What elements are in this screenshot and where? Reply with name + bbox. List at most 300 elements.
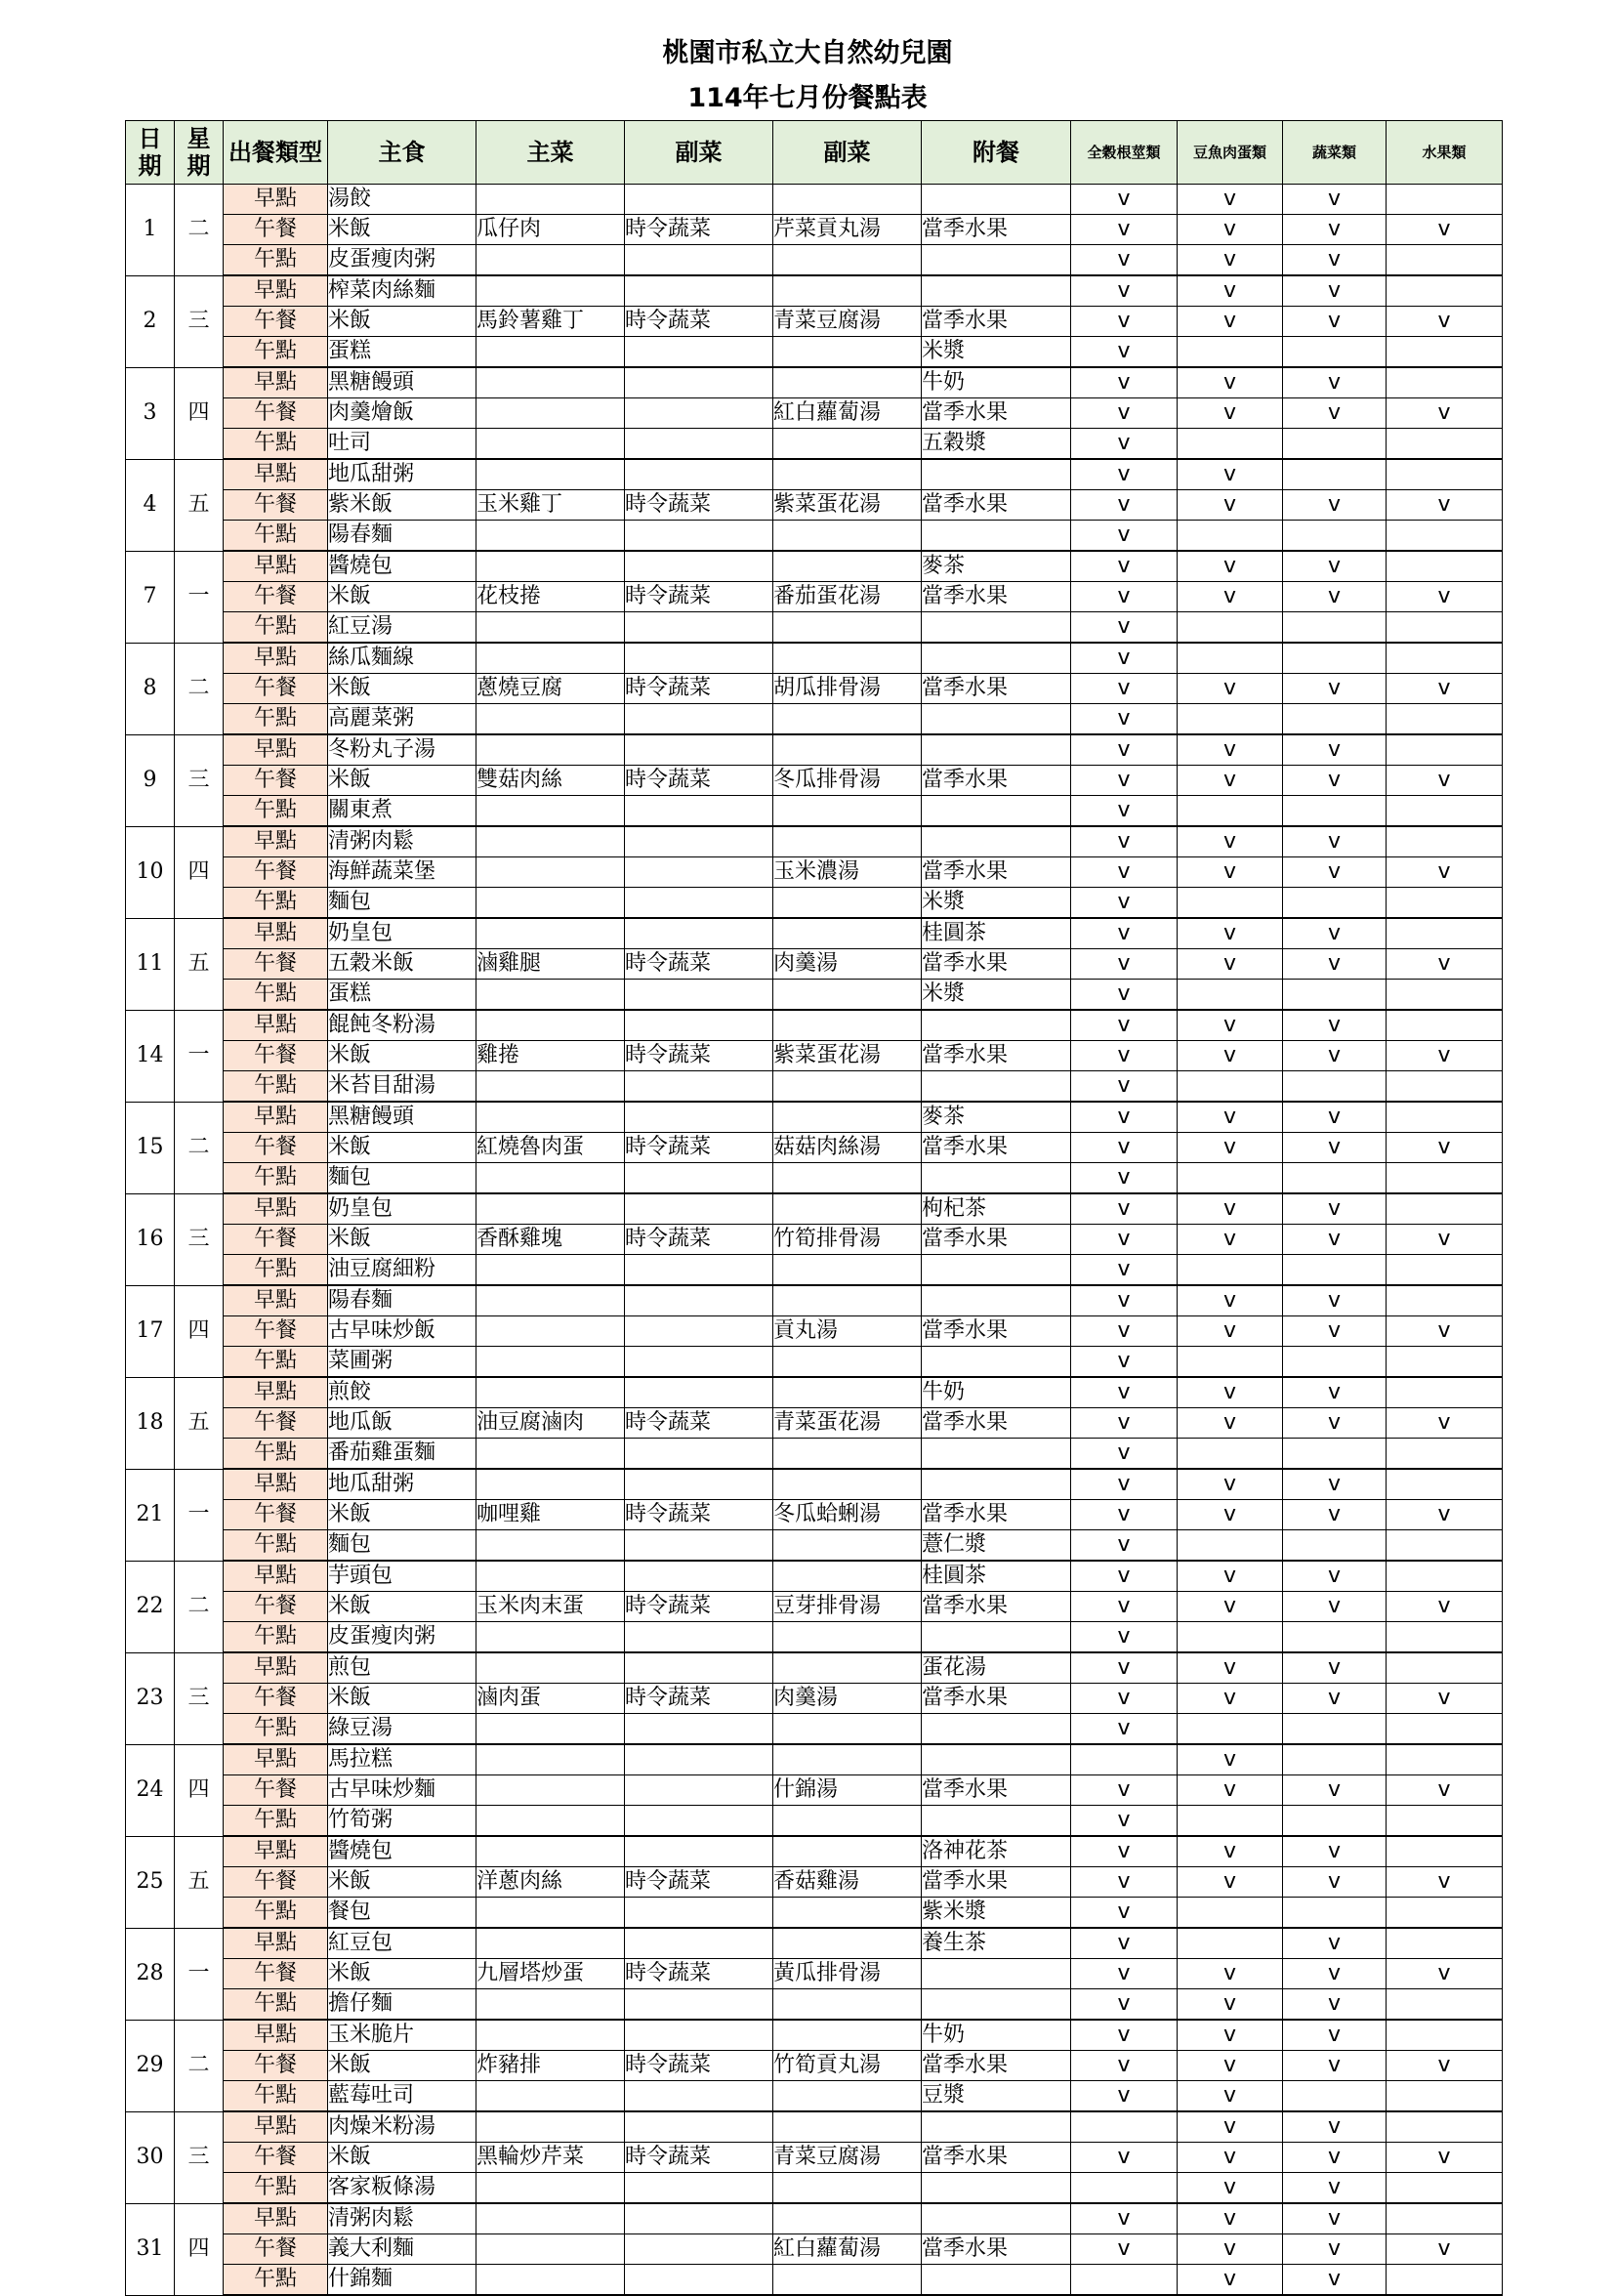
table-row	[126, 918, 1503, 949]
main-dish-cell	[476, 1439, 625, 1470]
main-dish-cell	[476, 429, 625, 460]
date-cell: 28	[126, 1928, 175, 2020]
vegetable-check-cell: v	[1283, 1377, 1387, 1408]
grain-check-cell: v	[1071, 1714, 1178, 1745]
fruit-check-cell: v	[1387, 674, 1503, 704]
fruit-check-cell	[1387, 1622, 1503, 1653]
meal-type-cell: 午點	[224, 980, 328, 1011]
main-dish-cell	[476, 1652, 625, 1684]
main-dish-cell: 咖哩雞	[476, 1500, 625, 1530]
meal-type-cell: 午點	[224, 1898, 328, 1929]
table-row	[126, 704, 1503, 735]
table-row	[126, 1133, 1503, 1163]
protein-check-cell: v	[1178, 2111, 1283, 2143]
extra-cell: 牛奶	[922, 367, 1071, 398]
staple-cell: 竹筍粥	[328, 1806, 476, 1837]
header-weekday: 星 期	[175, 121, 224, 185]
side-dish-1-cell: 時令蔬菜	[625, 1408, 773, 1439]
staple-cell: 客家粄條湯	[328, 2173, 476, 2204]
protein-check-cell: v	[1178, 2081, 1283, 2112]
weekday-cell: 一	[175, 1469, 224, 1561]
side-dish-2-cell	[773, 1193, 922, 1225]
weekday-cell: 二	[175, 643, 224, 734]
header-vegetable: 蔬菜類	[1283, 121, 1387, 185]
weekday-cell: 三	[175, 275, 224, 367]
grain-check-cell: v	[1071, 1806, 1178, 1837]
side-dish-2-cell: 菇菇肉絲湯	[773, 1133, 922, 1163]
staple-cell: 五穀米飯	[328, 949, 476, 980]
weekday-cell: 五	[175, 459, 224, 551]
grain-check-cell: v	[1071, 1225, 1178, 1255]
table-row	[126, 1989, 1503, 2021]
protein-check-cell: v	[1178, 459, 1283, 490]
staple-cell: 馬拉糕	[328, 1744, 476, 1775]
meal-type-cell: 早點	[224, 1010, 328, 1041]
date-cell: 29	[126, 2020, 175, 2111]
side-dish-2-cell: 番茄蛋花湯	[773, 582, 922, 612]
main-dish-cell	[476, 704, 625, 735]
side-dish-1-cell	[625, 1744, 773, 1775]
extra-cell: 當季水果	[922, 2051, 1071, 2081]
vegetable-check-cell	[1283, 1622, 1387, 1653]
date-cell: 24	[126, 1744, 175, 1836]
fruit-check-cell: v	[1387, 2143, 1503, 2173]
meal-type-cell: 早點	[224, 2111, 328, 2143]
fruit-check-cell	[1387, 1714, 1503, 1745]
table-row	[126, 980, 1503, 1011]
extra-cell	[922, 245, 1071, 276]
protein-check-cell: v	[1178, 1561, 1283, 1592]
side-dish-1-cell	[625, 1193, 773, 1225]
meal-type-cell: 午餐	[224, 2051, 328, 2081]
table-row	[126, 398, 1503, 429]
protein-check-cell	[1178, 521, 1283, 552]
side-dish-1-cell: 時令蔬菜	[625, 766, 773, 796]
extra-cell: 當季水果	[922, 1408, 1071, 1439]
vegetable-check-cell: v	[1283, 2143, 1387, 2173]
grain-check-cell: v	[1071, 1347, 1178, 1378]
fruit-check-cell	[1387, 2265, 1503, 2296]
vegetable-check-cell	[1283, 704, 1387, 735]
table-row	[126, 1010, 1503, 1041]
table-row	[126, 1163, 1503, 1194]
protein-check-cell: v	[1178, 734, 1283, 766]
protein-check-cell: v	[1178, 1041, 1283, 1071]
side-dish-1-cell	[625, 2203, 773, 2234]
main-dish-cell	[476, 1714, 625, 1745]
table-row	[126, 1928, 1503, 1959]
vegetable-check-cell: v	[1283, 2111, 1387, 2143]
grain-check-cell: v	[1071, 215, 1178, 245]
extra-cell	[922, 643, 1071, 674]
main-dish-cell	[476, 1806, 625, 1837]
staple-cell: 皮蛋瘦肉粥	[328, 1622, 476, 1653]
staple-cell: 米飯	[328, 1959, 476, 1989]
staple-cell: 米飯	[328, 1500, 476, 1530]
vegetable-check-cell: v	[1283, 582, 1387, 612]
fruit-check-cell	[1387, 1347, 1503, 1378]
grain-check-cell: v	[1071, 245, 1178, 276]
meal-type-cell: 早點	[224, 1469, 328, 1500]
extra-cell: 當季水果	[922, 674, 1071, 704]
side-dish-2-cell	[773, 1928, 922, 1959]
extra-cell: 當季水果	[922, 1133, 1071, 1163]
extra-cell	[922, 2173, 1071, 2204]
extra-cell: 米漿	[922, 888, 1071, 919]
vegetable-check-cell: v	[1283, 1959, 1387, 1989]
grain-check-cell: v	[1071, 1408, 1178, 1439]
table-row	[126, 1316, 1503, 1347]
main-dish-cell	[476, 459, 625, 490]
side-dish-2-cell: 玉米濃湯	[773, 857, 922, 888]
weekday-cell: 二	[175, 1561, 224, 1652]
table-row	[126, 307, 1503, 337]
fruit-check-cell	[1387, 1806, 1503, 1837]
main-dish-cell: 花枝捲	[476, 582, 625, 612]
table-row	[126, 275, 1503, 307]
main-dish-cell	[476, 796, 625, 827]
meal-type-cell: 早點	[224, 367, 328, 398]
side-dish-1-cell	[625, 918, 773, 949]
grain-check-cell: v	[1071, 826, 1178, 857]
protein-check-cell	[1178, 796, 1283, 827]
staple-cell: 湯餃	[328, 185, 476, 215]
staple-cell: 菜圃粥	[328, 1347, 476, 1378]
side-dish-2-cell	[773, 2081, 922, 2112]
side-dish-2-cell	[773, 643, 922, 674]
protein-check-cell: v	[1178, 490, 1283, 521]
main-dish-cell	[476, 612, 625, 644]
staple-cell: 米飯	[328, 582, 476, 612]
header-side-dish-1: 副菜	[625, 121, 773, 185]
staple-cell: 綠豆湯	[328, 1714, 476, 1745]
protein-check-cell: v	[1178, 2051, 1283, 2081]
extra-cell: 豆漿	[922, 2081, 1071, 2112]
staple-cell: 吐司	[328, 429, 476, 460]
side-dish-2-cell: 紫菜蛋花湯	[773, 1041, 922, 1071]
extra-cell	[922, 704, 1071, 735]
meal-type-cell: 午點	[224, 796, 328, 827]
grain-check-cell: v	[1071, 674, 1178, 704]
side-dish-1-cell: 時令蔬菜	[625, 1684, 773, 1714]
protein-check-cell	[1178, 1255, 1283, 1286]
vegetable-check-cell: v	[1283, 275, 1387, 307]
staple-cell: 藍莓吐司	[328, 2081, 476, 2112]
grain-check-cell: v	[1071, 490, 1178, 521]
main-dish-cell: 炸豬排	[476, 2051, 625, 2081]
table-row	[126, 796, 1503, 827]
extra-cell	[922, 2111, 1071, 2143]
date-cell: 10	[126, 826, 175, 918]
table-row	[126, 459, 1503, 490]
extra-cell	[922, 796, 1071, 827]
side-dish-1-cell	[625, 1622, 773, 1653]
meal-type-cell: 午點	[224, 429, 328, 460]
side-dish-2-cell	[773, 1714, 922, 1745]
side-dish-1-cell	[625, 796, 773, 827]
staple-cell: 米飯	[328, 1684, 476, 1714]
extra-cell: 蛋花湯	[922, 1652, 1071, 1684]
side-dish-2-cell	[773, 826, 922, 857]
side-dish-1-cell	[625, 1439, 773, 1470]
side-dish-1-cell	[625, 429, 773, 460]
main-dish-cell	[476, 1561, 625, 1592]
side-dish-1-cell	[625, 1316, 773, 1347]
grain-check-cell: v	[1071, 1928, 1178, 1959]
date-cell: 18	[126, 1377, 175, 1469]
vegetable-check-cell	[1283, 1255, 1387, 1286]
meal-type-cell: 早點	[224, 551, 328, 582]
fruit-check-cell	[1387, 2203, 1503, 2234]
fruit-check-cell	[1387, 1010, 1503, 1041]
fruit-check-cell	[1387, 1285, 1503, 1316]
weekday-cell: 三	[175, 2111, 224, 2203]
extra-cell: 薏仁漿	[922, 1530, 1071, 1562]
header-side-dish-2: 副菜	[773, 121, 922, 185]
main-dish-cell	[476, 2111, 625, 2143]
meal-type-cell: 午點	[224, 1714, 328, 1745]
main-dish-cell	[476, 734, 625, 766]
table-row	[126, 1347, 1503, 1378]
staple-cell: 醬燒包	[328, 551, 476, 582]
header-extra: 附餐	[922, 121, 1071, 185]
staple-cell: 米飯	[328, 674, 476, 704]
weekday-cell: 二	[175, 1102, 224, 1193]
protein-check-cell	[1178, 643, 1283, 674]
side-dish-1-cell	[625, 367, 773, 398]
side-dish-2-cell	[773, 918, 922, 949]
header-fruit: 水果類	[1387, 121, 1503, 185]
weekday-cell: 四	[175, 1744, 224, 1836]
grain-check-cell: v	[1071, 643, 1178, 674]
meal-type-cell: 早點	[224, 918, 328, 949]
side-dish-2-cell	[773, 275, 922, 307]
header-grain: 全穀根莖類	[1071, 121, 1178, 185]
table-row	[126, 1193, 1503, 1225]
protein-check-cell: v	[1178, 826, 1283, 857]
weekday-cell: 三	[175, 1193, 224, 1285]
table-row	[126, 1622, 1503, 1653]
vegetable-check-cell: v	[1283, 1285, 1387, 1316]
grain-check-cell: v	[1071, 459, 1178, 490]
extra-cell	[922, 1285, 1071, 1316]
grain-check-cell: v	[1071, 2143, 1178, 2173]
main-dish-cell	[476, 521, 625, 552]
fruit-check-cell	[1387, 704, 1503, 735]
fruit-check-cell	[1387, 643, 1503, 674]
side-dish-2-cell	[773, 1744, 922, 1775]
grain-check-cell: v	[1071, 766, 1178, 796]
meal-type-cell: 午餐	[224, 1133, 328, 1163]
side-dish-2-cell	[773, 1652, 922, 1684]
grain-check-cell: v	[1071, 857, 1178, 888]
protein-check-cell: v	[1178, 582, 1283, 612]
meal-type-cell: 早點	[224, 1744, 328, 1775]
table-row	[126, 367, 1503, 398]
fruit-check-cell	[1387, 612, 1503, 644]
main-dish-cell	[476, 1347, 625, 1378]
main-dish-cell	[476, 275, 625, 307]
vegetable-check-cell: v	[1283, 367, 1387, 398]
main-dish-cell: 九層塔炒蛋	[476, 1959, 625, 1989]
grain-check-cell: v	[1071, 307, 1178, 337]
vegetable-check-cell	[1283, 1530, 1387, 1562]
fruit-check-cell	[1387, 1928, 1503, 1959]
extra-cell	[922, 459, 1071, 490]
grain-check-cell: v	[1071, 918, 1178, 949]
extra-cell	[922, 275, 1071, 307]
extra-cell	[922, 1806, 1071, 1837]
menu-table	[125, 120, 1503, 2296]
side-dish-2-cell: 紅白蘿蔔湯	[773, 398, 922, 429]
side-dish-2-cell	[773, 429, 922, 460]
side-dish-1-cell: 時令蔬菜	[625, 949, 773, 980]
fruit-check-cell	[1387, 337, 1503, 368]
table-row	[126, 215, 1503, 245]
fruit-check-cell	[1387, 1377, 1503, 1408]
side-dish-2-cell	[773, 1469, 922, 1500]
staple-cell: 油豆腐細粉	[328, 1255, 476, 1286]
side-dish-1-cell	[625, 643, 773, 674]
side-dish-1-cell: 時令蔬菜	[625, 2051, 773, 2081]
staple-cell: 玉米脆片	[328, 2020, 476, 2051]
side-dish-2-cell: 紫菜蛋花湯	[773, 490, 922, 521]
protein-check-cell: v	[1178, 307, 1283, 337]
meal-type-cell: 午餐	[224, 1959, 328, 1989]
protein-check-cell: v	[1178, 1010, 1283, 1041]
main-dish-cell	[476, 1836, 625, 1867]
grain-check-cell: v	[1071, 1010, 1178, 1041]
vegetable-check-cell: v	[1283, 2173, 1387, 2204]
page-subtitle: 114年七月份餐點表	[687, 83, 928, 113]
meal-type-cell: 早點	[224, 185, 328, 215]
vegetable-check-cell: v	[1283, 215, 1387, 245]
main-dish-cell	[476, 1010, 625, 1041]
header-main-dish: 主菜	[476, 121, 625, 185]
side-dish-1-cell	[625, 857, 773, 888]
table-row	[126, 1744, 1503, 1775]
meal-type-cell: 午餐	[224, 1316, 328, 1347]
extra-cell: 麥茶	[922, 551, 1071, 582]
protein-check-cell: v	[1178, 2173, 1283, 2204]
main-dish-cell	[476, 2234, 625, 2265]
main-dish-cell	[476, 918, 625, 949]
table-row	[126, 2051, 1503, 2081]
extra-cell	[922, 1010, 1071, 1041]
extra-cell	[922, 185, 1071, 215]
side-dish-1-cell: 時令蔬菜	[625, 2143, 773, 2173]
staple-cell: 擔仔麵	[328, 1989, 476, 2021]
extra-cell: 麥茶	[922, 1102, 1071, 1133]
meal-type-cell: 午餐	[224, 1041, 328, 1071]
fruit-check-cell: v	[1387, 1408, 1503, 1439]
header-staple: 主食	[328, 121, 476, 185]
staple-cell: 餐包	[328, 1898, 476, 1929]
main-dish-cell: 雙菇肉絲	[476, 766, 625, 796]
date-cell: 11	[126, 918, 175, 1010]
main-dish-cell	[476, 1193, 625, 1225]
fruit-check-cell: v	[1387, 766, 1503, 796]
meal-type-cell: 午點	[224, 704, 328, 735]
extra-cell: 養生茶	[922, 1928, 1071, 1959]
fruit-check-cell: v	[1387, 1959, 1503, 1989]
meal-type-cell: 午餐	[224, 1500, 328, 1530]
staple-cell: 黑糖饅頭	[328, 367, 476, 398]
header-row	[126, 121, 1503, 185]
side-dish-1-cell: 時令蔬菜	[625, 1133, 773, 1163]
main-dish-cell: 香酥雞塊	[476, 1225, 625, 1255]
side-dish-1-cell	[625, 1775, 773, 1806]
side-dish-2-cell	[773, 245, 922, 276]
extra-cell	[922, 521, 1071, 552]
extra-cell: 紫米漿	[922, 1898, 1071, 1929]
extra-cell: 當季水果	[922, 307, 1071, 337]
grain-check-cell: v	[1071, 888, 1178, 919]
fruit-check-cell: v	[1387, 1316, 1503, 1347]
grain-check-cell: v	[1071, 980, 1178, 1011]
extra-cell: 牛奶	[922, 1377, 1071, 1408]
grain-check-cell: v	[1071, 1530, 1178, 1562]
vegetable-check-cell: v	[1283, 490, 1387, 521]
meal-type-cell: 午餐	[224, 949, 328, 980]
date-cell: 21	[126, 1469, 175, 1561]
fruit-check-cell: v	[1387, 582, 1503, 612]
vegetable-check-cell: v	[1283, 1469, 1387, 1500]
fruit-check-cell	[1387, 521, 1503, 552]
weekday-cell: 三	[175, 1652, 224, 1744]
grain-check-cell: v	[1071, 398, 1178, 429]
staple-cell: 皮蛋瘦肉粥	[328, 245, 476, 276]
side-dish-1-cell	[625, 704, 773, 735]
side-dish-1-cell: 時令蔬菜	[625, 1041, 773, 1071]
vegetable-check-cell: v	[1283, 826, 1387, 857]
meal-type-cell: 午餐	[224, 674, 328, 704]
vegetable-check-cell	[1283, 643, 1387, 674]
vegetable-check-cell: v	[1283, 674, 1387, 704]
protein-check-cell: v	[1178, 367, 1283, 398]
main-dish-cell	[476, 2173, 625, 2204]
main-dish-cell	[476, 1316, 625, 1347]
side-dish-1-cell	[625, 398, 773, 429]
protein-check-cell: v	[1178, 1193, 1283, 1225]
side-dish-1-cell: 時令蔬菜	[625, 1592, 773, 1622]
vegetable-check-cell: v	[1283, 1500, 1387, 1530]
side-dish-1-cell	[625, 1806, 773, 1837]
extra-cell	[922, 1347, 1071, 1378]
table-row	[126, 2111, 1503, 2143]
side-dish-2-cell	[773, 1561, 922, 1592]
table-row	[126, 1285, 1503, 1316]
meal-type-cell: 早點	[224, 2020, 328, 2051]
grain-check-cell	[1071, 1744, 1178, 1775]
meal-type-cell: 早點	[224, 1102, 328, 1133]
fruit-check-cell	[1387, 1071, 1503, 1103]
fruit-check-cell	[1387, 980, 1503, 1011]
fruit-check-cell	[1387, 2020, 1503, 2051]
fruit-check-cell	[1387, 429, 1503, 460]
protein-check-cell: v	[1178, 1285, 1283, 1316]
weekday-cell: 一	[175, 1928, 224, 2020]
date-cell: 14	[126, 1010, 175, 1102]
staple-cell: 地瓜甜粥	[328, 1469, 476, 1500]
vegetable-check-cell: v	[1283, 1408, 1387, 1439]
side-dish-1-cell: 時令蔬菜	[625, 1225, 773, 1255]
weekday-cell: 四	[175, 826, 224, 918]
side-dish-1-cell	[625, 521, 773, 552]
table-row	[126, 643, 1503, 674]
grain-check-cell	[1071, 2111, 1178, 2143]
protein-check-cell: v	[1178, 918, 1283, 949]
